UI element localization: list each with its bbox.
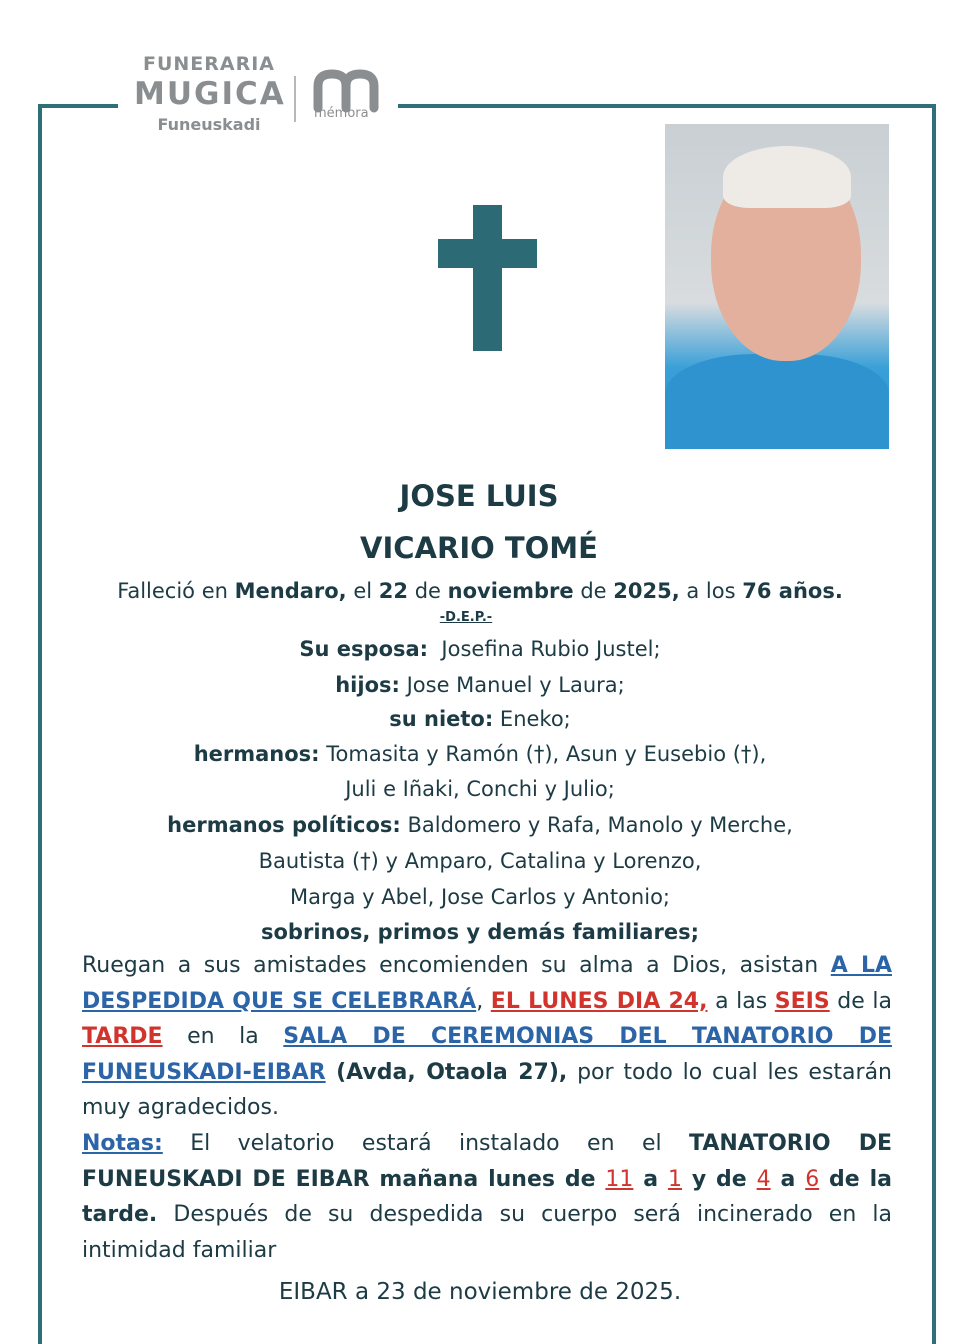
photo-hair xyxy=(723,146,851,208)
family-line-grandchild xyxy=(40,706,920,732)
funeral-home-logo xyxy=(120,52,390,142)
request-venue: SALA DE CEREMONIAS DEL TANATORIO DE FUNEUSKADI-EIBAR xyxy=(82,1024,892,1085)
cross-vertical xyxy=(473,205,502,351)
death-text: el xyxy=(346,579,379,603)
dep-label: -D.E.P.- xyxy=(439,610,493,625)
request-paragraph xyxy=(82,948,892,1126)
family-line-in-laws-cont1 xyxy=(40,848,920,874)
logo-memora: mémora xyxy=(314,106,369,121)
place-date-footer: EIBAR a 23 de noviembre de 2025. xyxy=(278,1279,682,1305)
notes-hour: 1 xyxy=(667,1166,682,1192)
family-line-siblings xyxy=(40,741,920,767)
request-text: por todo lo cual les estarán muy agradecidos. xyxy=(82,1059,892,1120)
death-text: de xyxy=(408,579,448,603)
notes-bold: a xyxy=(770,1166,806,1192)
death-day: 22 xyxy=(378,579,409,603)
family-line-in-laws-cont2 xyxy=(40,884,920,910)
request-hour: SEIS xyxy=(774,988,830,1014)
notes-bold: TANATORIO DE FUNEUSKADI DE EIBAR mañana lunes de xyxy=(82,1131,893,1192)
request-text: a las xyxy=(707,988,775,1014)
notes-bold: de la tarde. xyxy=(82,1166,892,1227)
notes-bold: a xyxy=(633,1166,668,1192)
notes-text: El velatorio estará instalado en el xyxy=(162,1131,690,1156)
request-text: Ruegan a sus amistades encomienden su alma a Dios, asistan xyxy=(82,953,831,978)
notes-bold: y de xyxy=(681,1166,757,1192)
deceased-surnames: VICARIO TOMÉ xyxy=(360,531,598,565)
family-text: Josefina Rubio Justel; xyxy=(428,637,661,661)
deceased-photo xyxy=(665,124,889,449)
family-line-spouse xyxy=(40,636,920,662)
family-text: Bautista (†) y Amparo, Catalina y Lorenzo, xyxy=(258,849,702,873)
family-line-others xyxy=(40,919,920,945)
family-text: Eneko; xyxy=(493,707,571,731)
death-text: Falleció en xyxy=(117,579,235,603)
request-day: EL LUNES DIA 24, xyxy=(490,988,708,1014)
request-farewell: A LA DESPEDIDA QUE SE CELEBRARÁ xyxy=(82,953,892,1014)
death-month: noviembre xyxy=(447,579,574,603)
photo-shirt xyxy=(665,354,889,449)
family-label: su nieto: xyxy=(389,707,494,731)
family-label: hijos: xyxy=(335,673,400,697)
request-text: de la xyxy=(829,988,892,1014)
family-line-siblings-cont xyxy=(40,776,920,802)
cross-horizontal xyxy=(438,239,537,268)
logo-separator xyxy=(294,76,296,122)
death-age: 76 años. xyxy=(742,579,843,603)
request-address: (Avda, Otaola 27), xyxy=(325,1059,568,1085)
notes-hour: 6 xyxy=(805,1166,820,1192)
request-tarde: TARDE xyxy=(82,1024,163,1049)
family-text: Jose Manuel y Laura; xyxy=(399,673,625,697)
notes-hour: 11 xyxy=(605,1166,634,1192)
family-text: Tomasita y Ramón (†), Asun y Eusebio (†), xyxy=(319,742,767,766)
logo-funeraria: FUNERARIA xyxy=(142,53,276,75)
family-label: sobrinos, primos y demás familiares; xyxy=(261,920,699,944)
frame-top-right xyxy=(398,104,936,108)
logo-text xyxy=(134,52,284,136)
family-text: Juli e Iñaki, Conchi y Julio; xyxy=(345,777,615,801)
logo-funeuskadi: Funeuskadi xyxy=(157,115,261,134)
death-year: 2025, xyxy=(613,579,680,603)
frame-top-left xyxy=(38,104,118,108)
family-line-children xyxy=(40,672,920,698)
request-text: , xyxy=(476,988,491,1014)
family-label: Su esposa: xyxy=(299,637,429,661)
frame-right xyxy=(932,104,936,1344)
family-label: hermanos: xyxy=(193,742,320,766)
family-line-in-laws xyxy=(40,812,920,838)
notes-label: Notas: xyxy=(82,1131,163,1156)
notes-text: Después de su despedida su cuerpo será incinerado en la intimidad familiar xyxy=(82,1202,892,1263)
death-place: Mendaro, xyxy=(234,579,347,603)
family-text: Baldomero y Rafa, Manolo y Merche, xyxy=(400,813,793,837)
request-text: en la xyxy=(162,1024,284,1049)
death-line xyxy=(40,578,920,604)
logo-mugica: MUGICA xyxy=(134,76,286,112)
family-text: Marga y Abel, Jose Carlos y Antonio; xyxy=(290,885,670,909)
notes-hour: 4 xyxy=(756,1166,771,1192)
death-text: a los xyxy=(679,579,743,603)
deceased-first-names: JOSE LUIS xyxy=(399,479,559,513)
notes-paragraph xyxy=(82,1126,892,1268)
death-text: de xyxy=(573,579,614,603)
family-label: hermanos políticos: xyxy=(167,813,401,837)
